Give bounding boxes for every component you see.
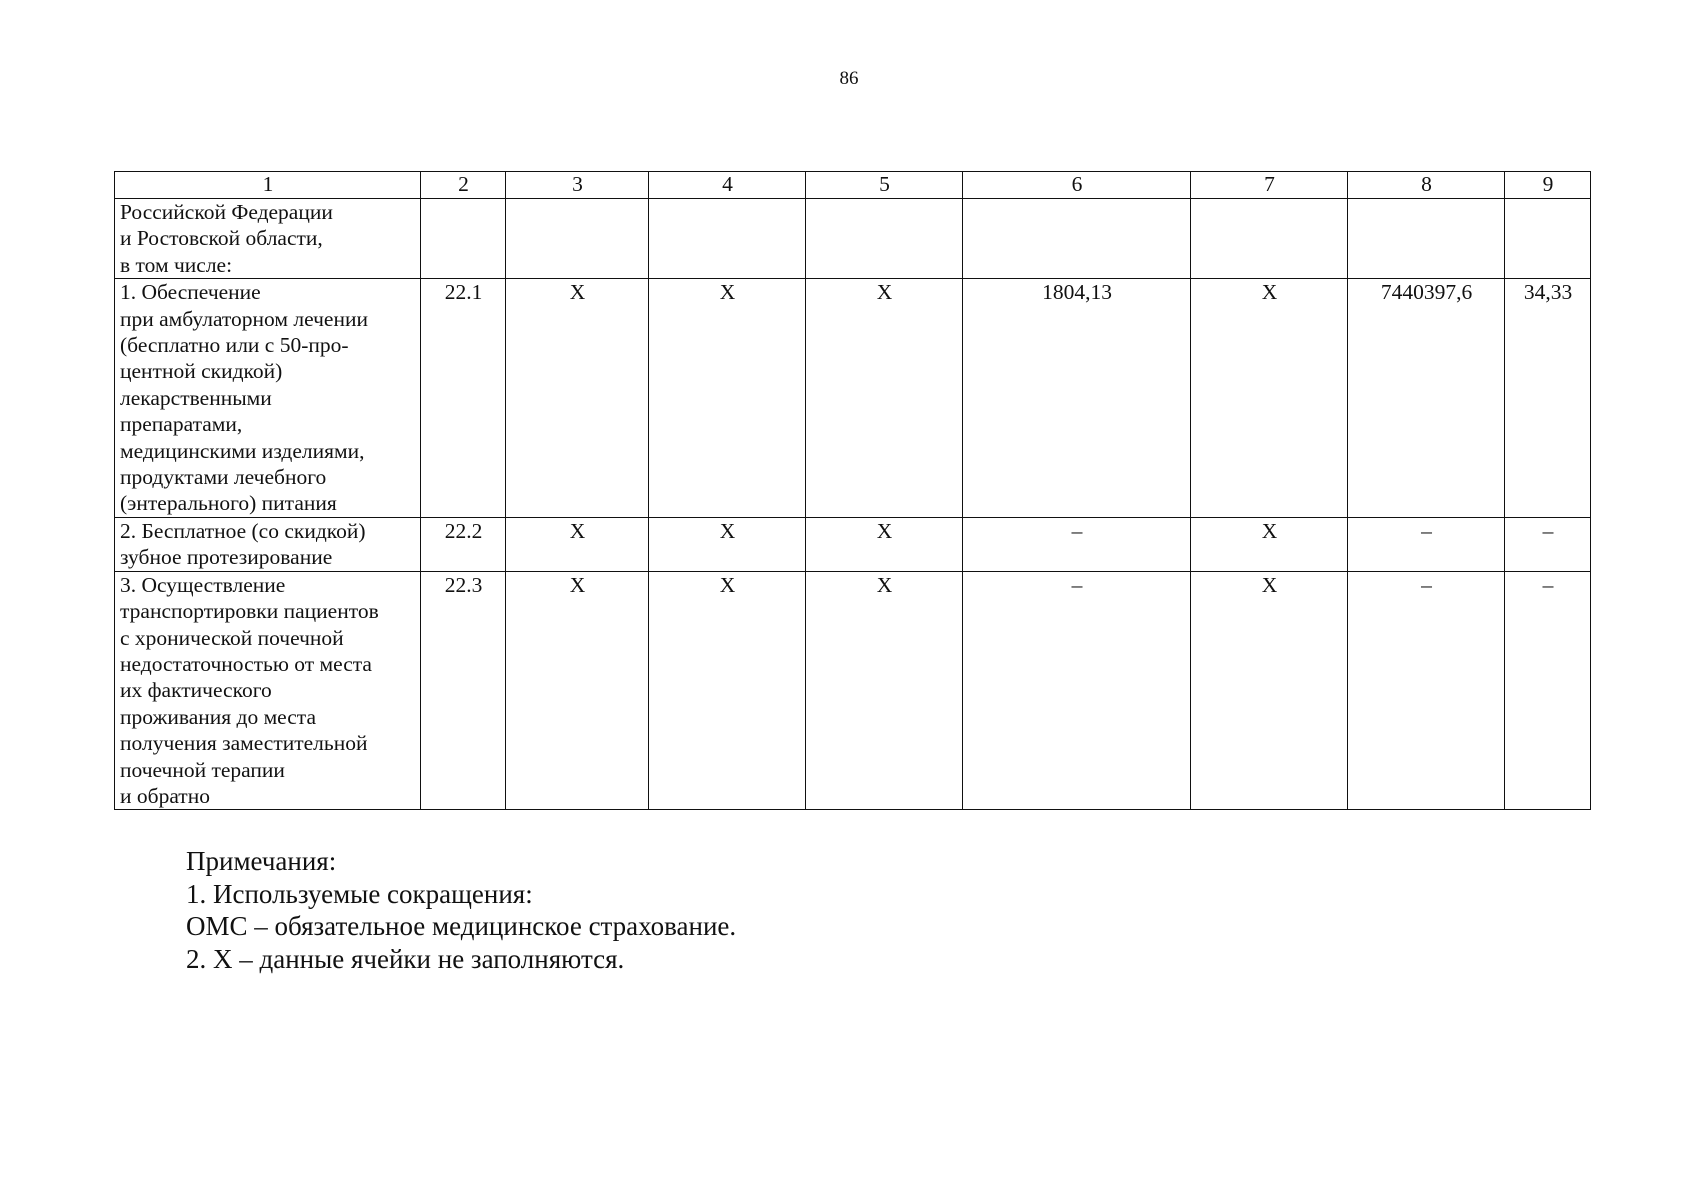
table-cell: Х xyxy=(1191,517,1348,571)
table-cell: 1804,13 xyxy=(963,279,1191,518)
table-cell xyxy=(421,199,506,279)
table-cell xyxy=(1348,199,1505,279)
table-cell: Х xyxy=(506,571,649,810)
table-cell xyxy=(963,199,1191,279)
table-cell xyxy=(506,199,649,279)
table-header-row xyxy=(115,172,1591,199)
header-cell: 7 xyxy=(1191,172,1348,199)
header-cell: 5 xyxy=(806,172,963,199)
notes-section xyxy=(186,845,736,975)
table-cell xyxy=(1505,199,1591,279)
table-cell: – xyxy=(1348,517,1505,571)
row-label-cell xyxy=(115,199,421,279)
row-label-line: 3. Осуществление xyxy=(120,572,286,597)
row-label-line: их фактического xyxy=(120,678,272,703)
header-cell: 8 xyxy=(1348,172,1505,199)
table-cell: Х xyxy=(806,279,963,518)
header-cell: 2 xyxy=(421,172,506,199)
table-cell: Х xyxy=(649,517,806,571)
table-cell: 22.1 xyxy=(421,279,506,518)
data-table xyxy=(114,171,1591,810)
table-cell: Х xyxy=(649,571,806,810)
row-label-line: проживания до места xyxy=(120,704,317,729)
notes-line: 1. Используемые сокращения: xyxy=(186,878,533,909)
row-label-line: продуктами лечебного xyxy=(120,465,327,490)
row-label-line: и обратно xyxy=(120,783,210,808)
table-cell: – xyxy=(1505,571,1591,810)
table-cell: Х xyxy=(806,517,963,571)
row-label-line: центной скидкой) xyxy=(120,359,283,384)
row-label-line: Российской Федерации xyxy=(120,200,333,224)
header-cell: 4 xyxy=(649,172,806,199)
notes-line: ОМС – обязательное медицинское страхование. xyxy=(186,911,737,941)
table-cell: – xyxy=(1505,517,1591,571)
table-cell xyxy=(649,199,806,279)
row-label-line: и Ростовской области, xyxy=(120,226,323,251)
table-cell: – xyxy=(1348,571,1505,810)
row-label-line: 2. Бесплатное (со скидкой) xyxy=(120,518,366,543)
table-cell: Х xyxy=(506,279,649,518)
table-cell: 22.3 xyxy=(421,571,506,810)
notes-title: Примечания: xyxy=(186,846,337,876)
row-label-line: медицинскими изделиями, xyxy=(120,438,365,463)
header-cell: 9 xyxy=(1505,172,1591,199)
header-cell: 3 xyxy=(506,172,649,199)
row-label-line: (энтерального) питания xyxy=(120,491,337,516)
row-label-cell xyxy=(115,279,421,518)
row-label-line: при амбулаторном лечении xyxy=(120,306,368,331)
table-cell xyxy=(1191,199,1348,279)
table-cell: 7440397,6 xyxy=(1348,279,1505,518)
row-label-line: почечной терапии xyxy=(120,757,285,782)
row-label-line: 1. Обеспечение xyxy=(120,280,261,305)
row-label-line: (бесплатно или с 50-про- xyxy=(120,333,349,358)
table-cell: Х xyxy=(506,517,649,571)
row-label-line: получения заместительной xyxy=(120,731,368,756)
header-cell: 1 xyxy=(115,172,421,199)
table-cell: Х xyxy=(806,571,963,810)
table-cell: – xyxy=(963,571,1191,810)
row-label-line: недостаточностью от места xyxy=(120,651,372,676)
row-label-line: препаратами, xyxy=(120,412,243,437)
row-label-line: зубное протезирование xyxy=(120,545,333,570)
table-cell: 22.2 xyxy=(421,517,506,571)
header-cell: 6 xyxy=(963,172,1191,199)
table-cell: – xyxy=(963,517,1191,571)
page-number: 86 xyxy=(839,68,859,89)
row-label-line: транспортировки пациентов xyxy=(120,599,379,624)
table-row xyxy=(115,279,1591,518)
row-label-line: с хронической почечной xyxy=(120,625,344,650)
table-cell: 34,33 xyxy=(1505,279,1591,518)
table-cell: Х xyxy=(649,279,806,518)
row-label-cell xyxy=(115,517,421,571)
table-cell: Х xyxy=(1191,279,1348,518)
notes-line: 2. Х – данные ячейки не заполняются. xyxy=(186,943,625,974)
table-row xyxy=(115,517,1591,571)
table-row xyxy=(115,571,1591,810)
row-label-line: лекарственными xyxy=(120,385,272,410)
table-cell: Х xyxy=(1191,571,1348,810)
row-label-line: в том числе: xyxy=(120,252,233,277)
row-label-cell xyxy=(115,571,421,810)
table-cell xyxy=(806,199,963,279)
table-row xyxy=(115,199,1591,279)
